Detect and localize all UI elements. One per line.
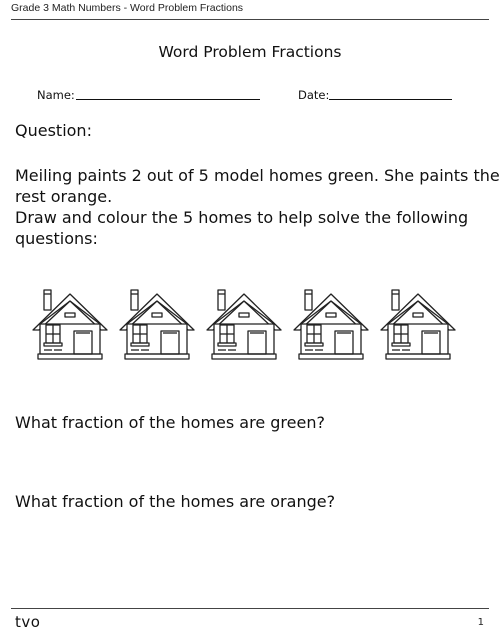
problem-line: Draw and colour the 5 homes to help solve the following: [15, 208, 469, 227]
question-green: What fraction of the homes are green?: [15, 413, 325, 432]
house-icon-1[interactable]: [30, 288, 110, 362]
house-icon-2[interactable]: [117, 288, 197, 362]
answer-space-orange[interactable]: [15, 518, 485, 558]
house-icon-5[interactable]: [378, 288, 458, 362]
worksheet-title: Word Problem Fractions: [158, 43, 342, 61]
tvo-logo: tvo: [15, 613, 41, 631]
question-label: Question:: [15, 121, 92, 140]
name-label: Name:: [37, 88, 75, 102]
footer-divider: [11, 608, 489, 609]
date-field[interactable]: [329, 99, 452, 100]
problem-line: rest orange.: [15, 187, 113, 206]
answer-space-green[interactable]: [15, 438, 485, 478]
page-number: 1: [477, 617, 484, 628]
house-icon-4[interactable]: [291, 288, 371, 362]
problem-line: Meiling paints 2 out of 5 model homes green. She paints the: [15, 166, 500, 185]
problem-text: [15, 165, 500, 249]
house-icon-3[interactable]: [204, 288, 284, 362]
worksheet-header: Grade 3 Math Numbers - Word Problem Fractions: [11, 2, 244, 14]
name-field[interactable]: [76, 99, 260, 100]
question-orange: What fraction of the homes are orange?: [15, 492, 336, 511]
problem-line: questions:: [15, 229, 98, 248]
header-divider: [11, 19, 489, 20]
date-label: Date:: [298, 88, 330, 102]
